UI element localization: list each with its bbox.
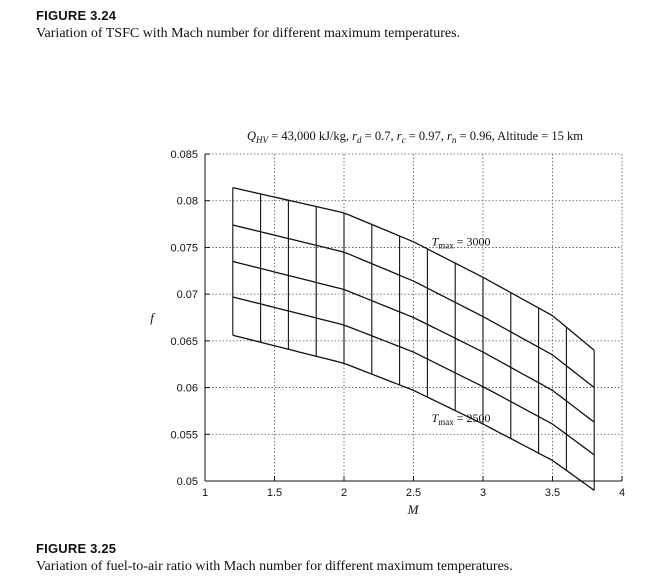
figure-caption-bottom: Variation of fuel-to-air ratio with Mach number for different maximum temperatures. [36, 559, 513, 574]
y-tick-label: 0.055 [170, 429, 198, 442]
y-tick-label: 0.08 [176, 195, 198, 208]
axis-ticks [170, 149, 625, 499]
x-tick-label: 2.5 [405, 487, 422, 499]
series-line [233, 335, 594, 490]
figure-caption-top: Variation of TSFC with Mach number for different maximum temperatures. [36, 26, 461, 41]
figure-label-bottom: FIGURE 3.25 [36, 541, 117, 556]
tmax-annotation: $T_{max} = 2500$ [431, 411, 491, 428]
x-axis-title: M [407, 502, 419, 517]
x-tick-label: 1.5 [266, 487, 283, 499]
y-tick-label: 0.075 [170, 242, 198, 255]
x-tick-label: 1 [201, 487, 209, 499]
tmax-annotation: $T_{max} = 3000$ [431, 234, 491, 251]
figure-label-top: FIGURE 3.24 [36, 8, 117, 23]
y-tick-label: 0.065 [170, 335, 198, 348]
series-line [233, 261, 594, 422]
x-tick-label: 3 [479, 487, 487, 499]
x-tick-label: 2 [340, 487, 348, 499]
chart-title: $Q_{HV} = 43,000$ kJ/kg, $r_d = 0.7$, $r_c = 0.97$, $r_n = 0.96$, Altitude = 15 km [246, 129, 584, 145]
y-tick-label: 0.07 [176, 289, 198, 302]
y-axis-title: f [150, 310, 154, 325]
y-tick-label: 0.06 [176, 382, 198, 395]
y-tick-label: 0.05 [176, 476, 198, 488]
x-tick-label: 4 [618, 487, 626, 499]
y-tick-label: 0.085 [170, 149, 198, 161]
x-tick-label: 3.5 [544, 487, 561, 499]
